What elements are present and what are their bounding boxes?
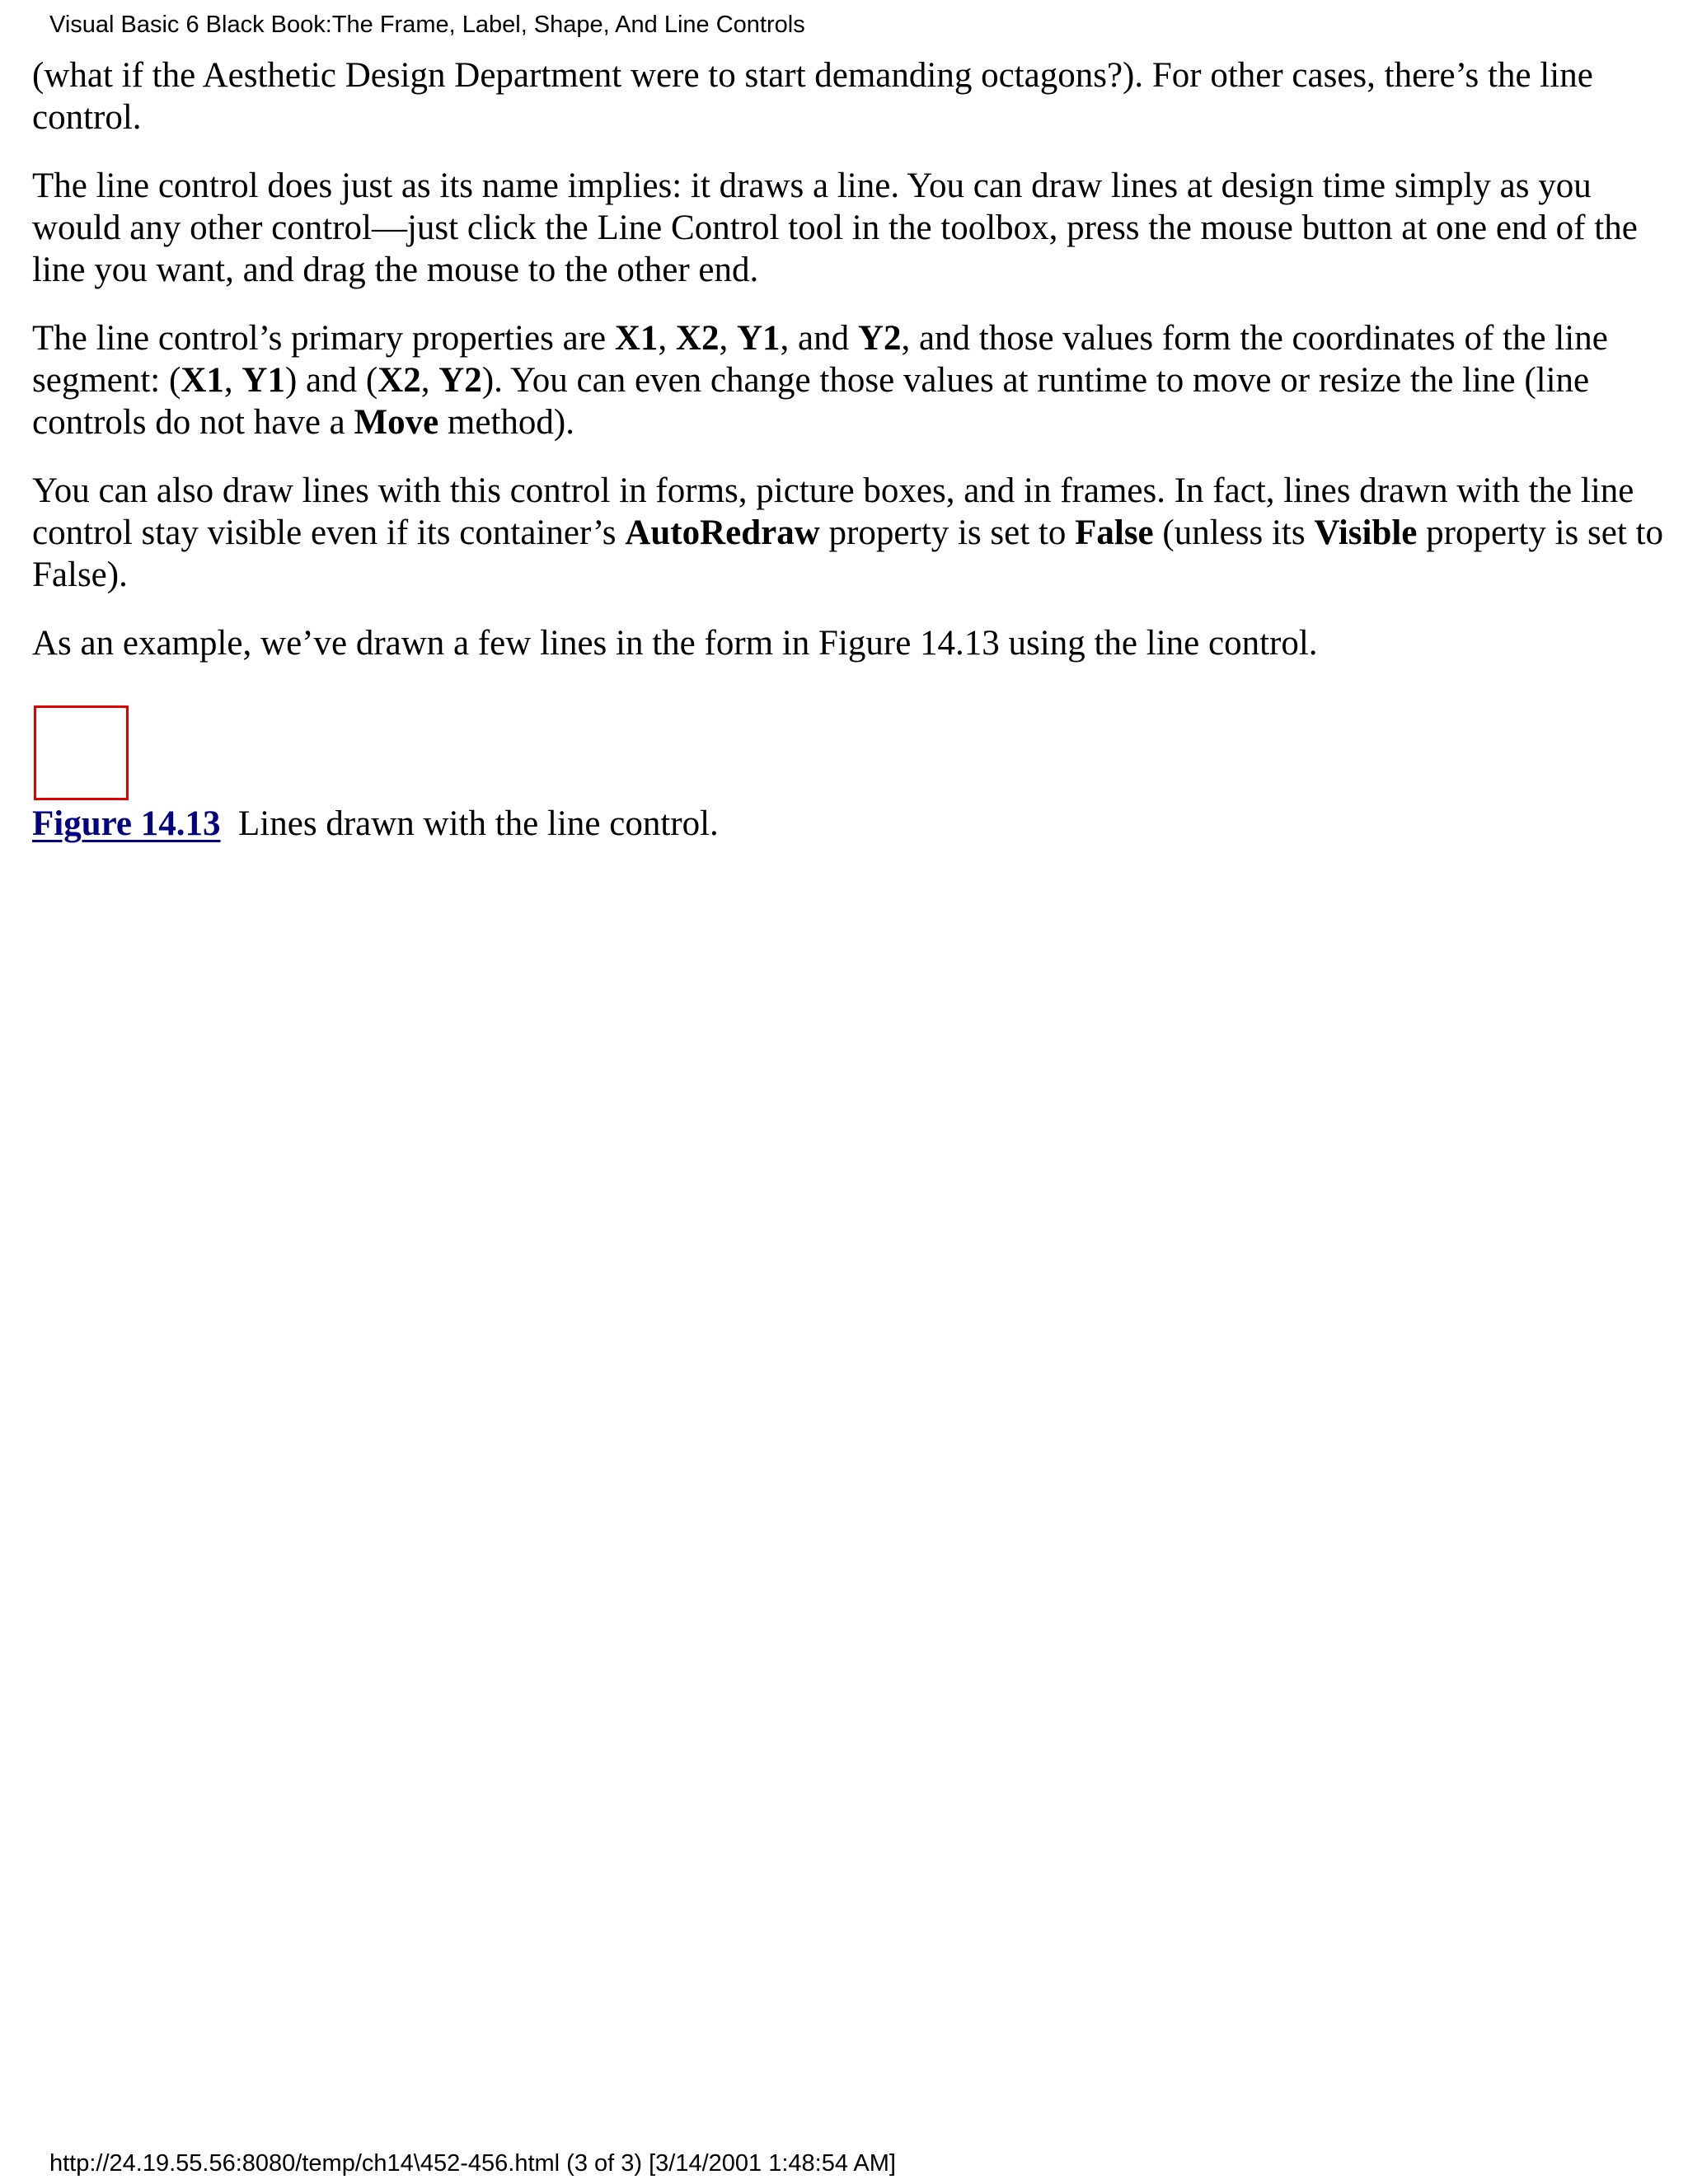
text: ) and ( [284,361,378,400]
page-header: Visual Basic 6 Black Book:The Frame, Label, Shape, And Line Controls [49,12,805,38]
paragraph-1: (what if the Aesthetic Design Department were to start demanding octagons?). For other cases, there’s the line control. [32,56,1593,137]
property-autoredraw: AutoRedraw [625,513,820,552]
text: , and [780,319,858,358]
text: ). You can even change those values at runtime to move or resize the line (line controls do not have a [32,361,1590,442]
figure-image-placeholder [34,705,129,800]
text: property is set to [819,513,1076,552]
text: , [420,361,439,400]
property-y1: Y1 [241,361,285,400]
page-footer: http://24.19.55.56:8080/temp/ch14\452-456.html (3 of 3) [3/14/2001 1:48:54 AM] [49,2150,896,2177]
figure-caption-text: Lines drawn with the line control. [238,804,719,843]
text: , [719,319,737,358]
text: , [223,361,242,400]
text: (unless its [1153,513,1315,552]
paragraph-4 [32,470,1664,596]
property-x1: X1 [614,319,659,358]
property-y1: Y1 [736,319,781,358]
method-move: Move [354,403,439,442]
text: property is set to False). [32,513,1663,594]
text: You can also draw lines with this control in forms, picture boxes, and in frames. In fact, lines drawn with the line control stay visible even if its container’s [32,471,1634,552]
text: The line control’s primary properties are [32,319,615,358]
value-false: False [1075,513,1154,552]
paragraph-5: As an example, we’ve drawn a few lines in the form in Figure 14.13 using the line control. [32,624,1318,663]
property-visible: Visible [1314,513,1418,552]
property-x2: X2 [377,361,421,400]
property-y2: Y2 [857,319,902,358]
paragraph-3 [32,317,1664,443]
property-y2: Y2 [438,361,482,400]
figure-caption [32,803,719,845]
text: , [658,319,676,358]
text: method). [438,403,574,442]
text: , and those values form the coordinates of the line segment: ( [32,319,1608,400]
paragraph-2: The line control does just as its name implies: it draws a line. You can draw lines at design time simply as you would any other control—just click the Line Control tool in the toolbox, press the mouse button at one end of the line you want, and drag the mouse to the other end. [32,166,1638,289]
property-x2: X2 [675,319,720,358]
figure-link[interactable]: Figure 14.13 [32,804,221,843]
article-body [32,54,1664,691]
property-x1: X1 [181,361,224,400]
